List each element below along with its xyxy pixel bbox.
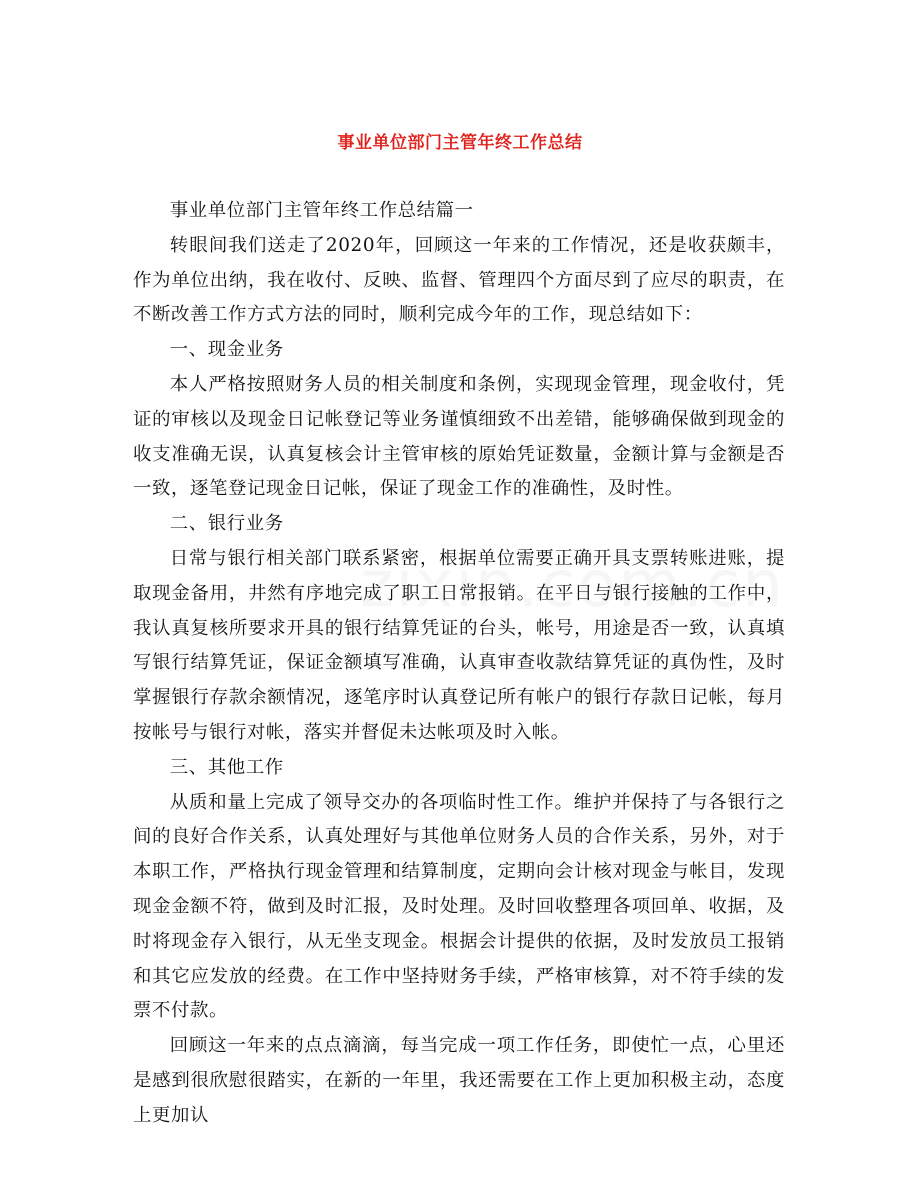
section-heading: 一、现金业务 xyxy=(169,339,284,361)
document-title: 事业单位部门主管年终工作总结 xyxy=(337,133,583,153)
section-heading: 二、银行业务 xyxy=(169,513,284,535)
paragraph: 日常与银行相关部门联系紧密，根据单位需要正确开具支票转账进账，提取现金备用，井然有序地完成了职工日常报销。在平日与银行接触的工作中，我认真复核所要求开具的银行结算凭证的台头，帐号，用途是否一致，认真填写银行结算凭证，保证金额填写准确，认真审查收款结算凭证的真伪性，及时掌握银行存款余额情况，逐笔序时认真登记所有帐户的银行存款日记帐，每月按帐号与银行对帐，落实并督促未达帐项及时入帐。 xyxy=(133,547,785,743)
document-body xyxy=(133,194,785,1134)
paragraph: 回顾这一年来的点点滴滴，每当完成一项工作任务，即使忙一点，心里还是感到很欣慰很踏实，在新的一年里，我还需要在工作上更加积极主动，态度上更加认 xyxy=(133,1035,785,1126)
section-heading: 事业单位部门主管年终工作总结篇一 xyxy=(169,200,474,221)
section-heading: 三、其他工作 xyxy=(169,756,284,778)
paragraph: 本人严格按照财务人员的相关制度和条例，实现现金管理，现金收付，凭证的审核以及现金日记帐登记等业务谨慎细致不出差错，能够确保做到现金的收支准确无误，认真复核会计主管审核的原始凭证数量，金额计算与金额是否一致，逐笔登记现金日记帐，保证了现金工作的准确性，及时性。 xyxy=(133,373,785,500)
paragraph: 从质和量上完成了领导交办的各项临时性工作。维护并保持了与各银行之间的良好合作关系，认真处理好与其他单位财务人员的合作关系，另外，对于本职工作，严格执行现金管理和结算制度，定期向会计核对现金与帐目，发现现金金额不符，做到及时汇报，及时处理。及时回收整理各项回单、收据，及时将现金存入银行，从无坐支现金。根据会计提供的依据，及时发放员工报销和其它应发放的经费。在工作中坚持财务手续，严格审核算，对不符手续的发票不付款。 xyxy=(133,791,785,1022)
paragraph: 转眼间我们送走了2020年，回顾这一年来的工作情况，还是收获颇丰，作为单位出纳，我在收付、反映、监督、管理四个方面尽到了应尽的职责，在不断改善工作方式方法的同时，顺利完成今年的工作，现总结如下： xyxy=(133,234,785,326)
